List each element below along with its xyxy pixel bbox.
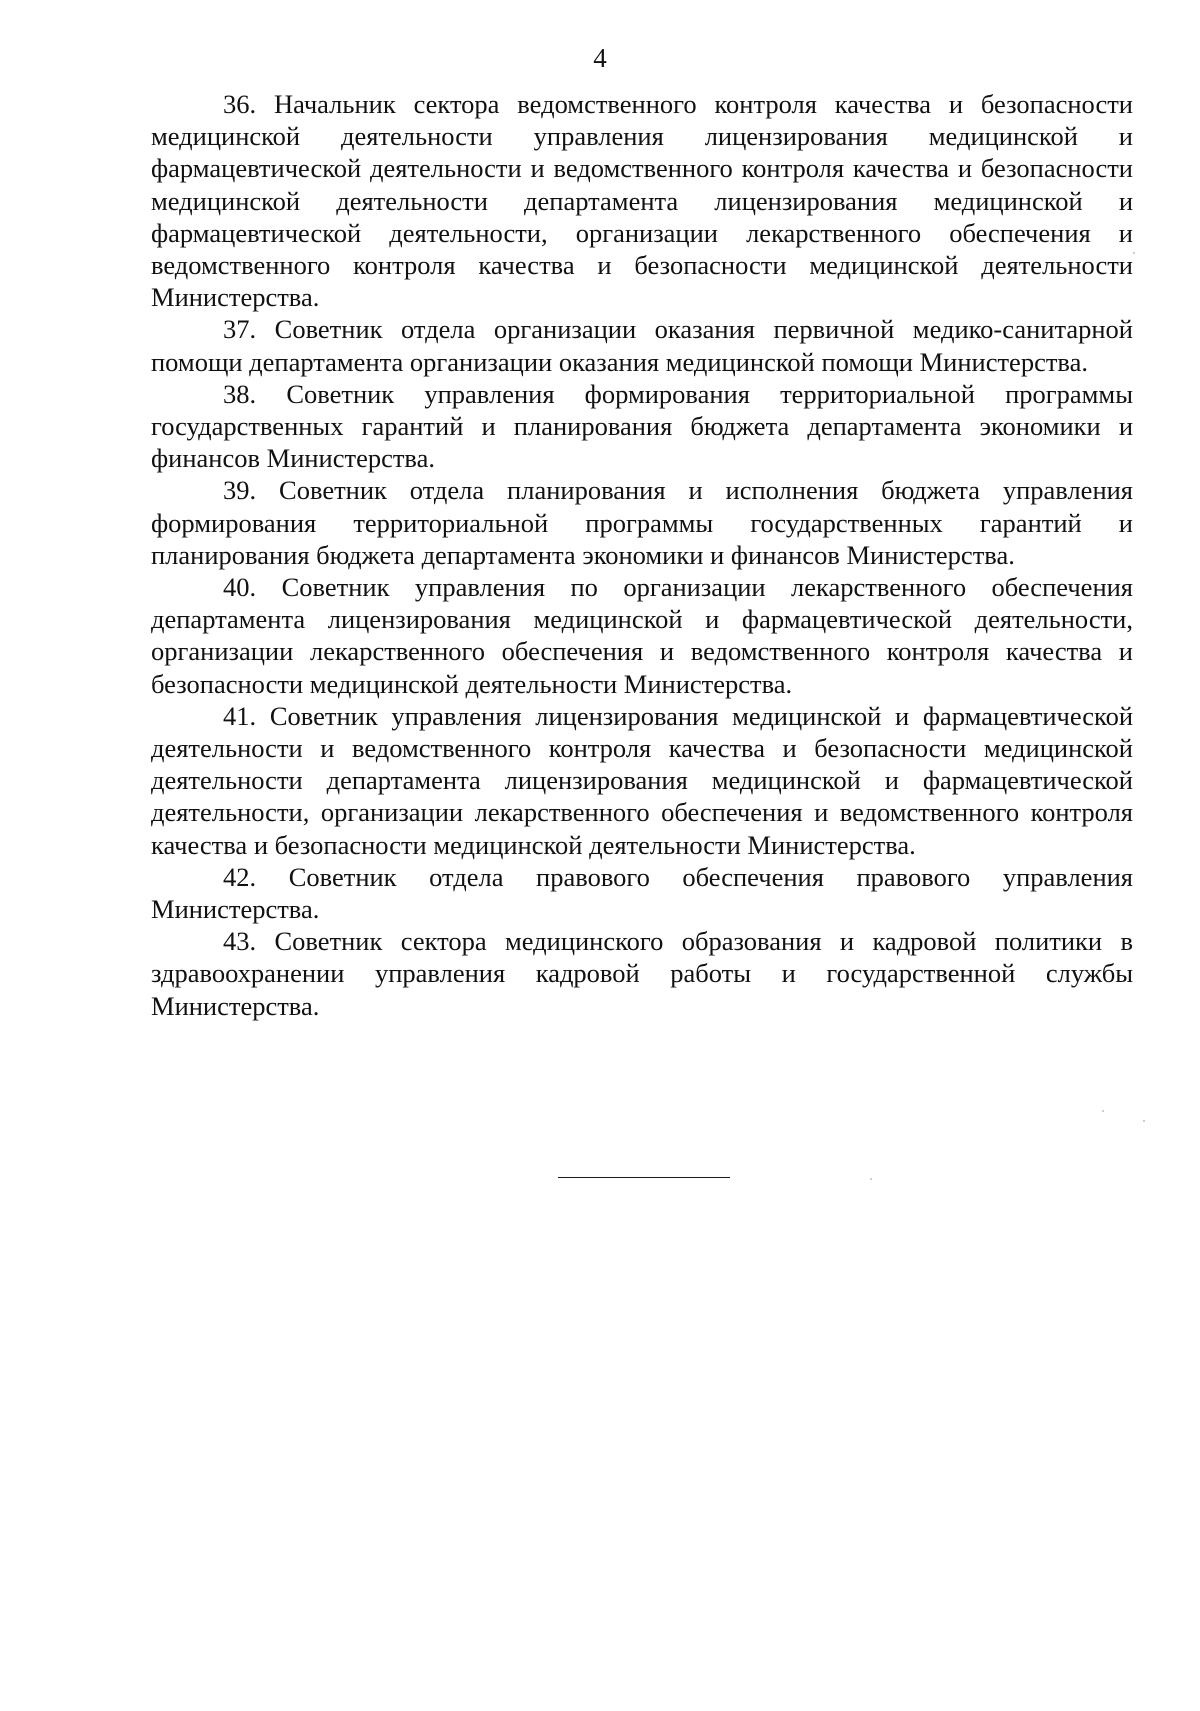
item-number: 39.: [223, 475, 257, 506]
item-number: 37.: [223, 314, 257, 345]
item-text: Начальник сектора ведомственного контроля качества и безопасности медицинской деятельности управления лицензирования медицинской и фармацевтической деятельности и ведомственного контроля качества и безопасности медицинской деятельности департамента лицензирования медицинской и фармацевтической деятельности, организации лекарственного обеспечения и ведомственного контроля качества и безопасности медицинской деятельности Министерства.: [151, 89, 1133, 313]
scan-speck: [1133, 252, 1135, 254]
item-number: 40.: [223, 572, 257, 603]
item-number: 38.: [223, 378, 257, 409]
list-item: [151, 88, 1133, 313]
document-body: [151, 88, 1133, 1022]
item-text: Советник управления лицензирования медицинской и фармацевтической деятельности и ведомственного контроля качества и безопасности медицинской деятельности департамента лицензирования медицинской и фармацевтической деятельности, организации лекарственного обеспечения и ведомственного контроля качества и безопасности медицинской деятельности Министерства.: [151, 700, 1134, 860]
list-item: [151, 474, 1133, 571]
scan-speck: [870, 1178, 872, 1180]
list-item: [151, 378, 1133, 475]
list-item: [151, 313, 1133, 377]
page-number: 4: [593, 43, 607, 73]
list-item: [151, 925, 1133, 1022]
list-item: [151, 571, 1133, 700]
list-item: [151, 861, 1133, 925]
list-item: [151, 700, 1133, 861]
item-number: 43.: [223, 926, 257, 957]
item-number: 42.: [223, 861, 257, 892]
item-text: Советник отдела организации оказания первичной медико-санитарной помощи департамента организации оказания медицинской помощи Министерства.: [151, 314, 1133, 377]
item-text: Советник управления формирования территориальной программы государственных гарантий и планирования бюджета департамента экономики и финансов Министерства.: [151, 378, 1134, 474]
scan-speck: [1143, 1120, 1145, 1122]
item-text: Советник отдела правового обеспечения правового управления Министерства.: [151, 861, 1133, 925]
item-text: Советник управления по организации лекарственного обеспечения департамента лицензирования медицинской и фармацевтической деятельности, организации лекарственного обеспечения и ведомственного контроля качества и безопасности медицинской деятельности Министерства.: [151, 572, 1133, 699]
item-number: 36.: [223, 89, 257, 119]
item-number: 41.: [223, 700, 257, 731]
item-text: Советник отдела планирования и исполнения бюджета управления формирования территориальной программы государственных гарантий и планирования бюджета департамента экономики и финансов Министерства.: [151, 475, 1134, 570]
end-separator-line: [558, 1177, 730, 1178]
scan-speck: [1102, 1110, 1104, 1112]
item-text: Советник сектора медицинского образования и кадровой политики в здравоохранении управления кадровой работы и государственной службы Министерства.: [151, 926, 1133, 1021]
